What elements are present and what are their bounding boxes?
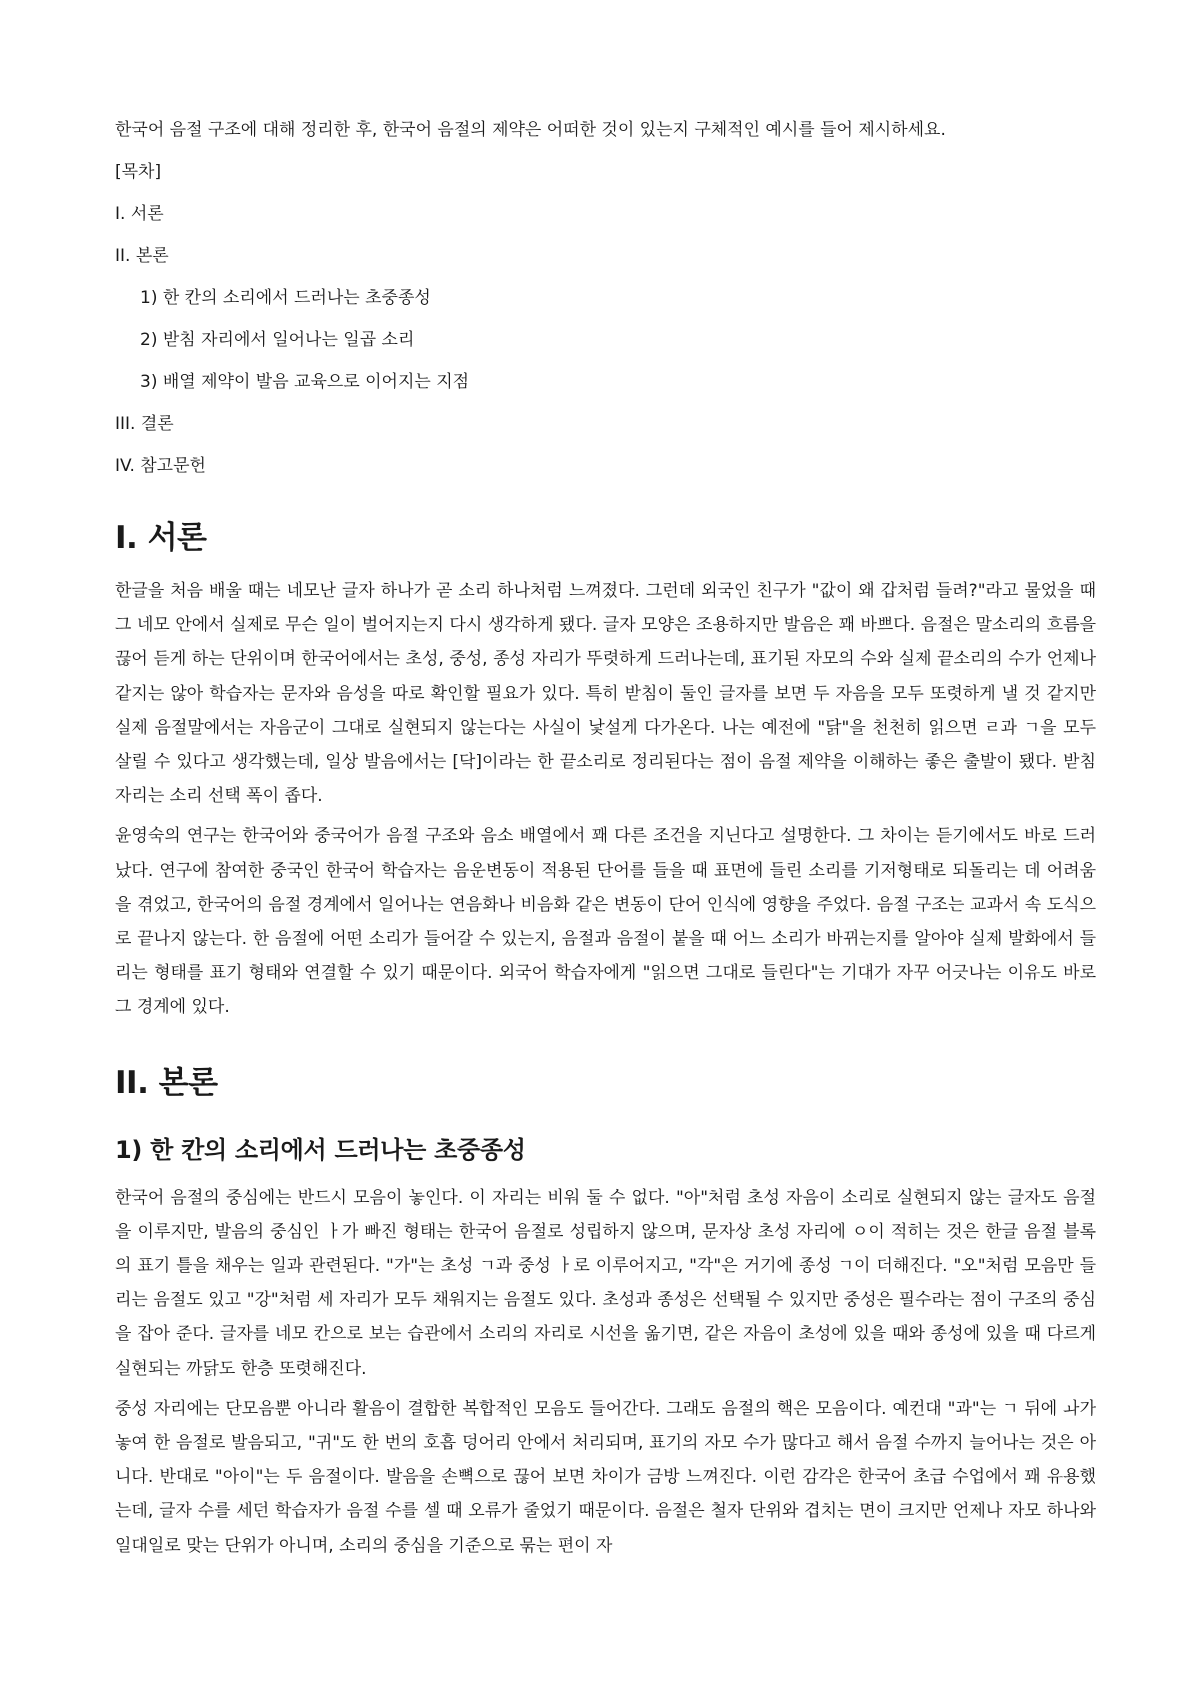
toc-item: II. 본론 — [115, 246, 169, 266]
toc-item: IV. 참고문헌 — [115, 456, 206, 476]
section-heading-introduction: I. 서론 — [115, 520, 207, 556]
body-paragraph: 한국어 음절의 중심에는 반드시 모음이 놓인다. 이 자리는 비워 둘 수 없다. "아"처럼 초성 자음이 소리로 실현되지 않는 글자도 음절을 이루지만, 발음의 중심인 ㅏ가 빠진 형태는 한국어 음절로 성립하지 않으며, 문자상 초성 자리에 ㅇ이 적히는 것은 한글 음절 블록의 표기 틀을 채우는 일과 관련된다. "가"는 초성 ㄱ과 중성 ㅏ로 이루어지고, "각"은 거기에 종성 ㄱ이 더해진다. "오"처럼 모음만 들리는 음절도 있고 "강"처럼 세 자리가 모두 채워지는 음절도 있다. 초성과 종성은 선택될 수 있지만 중성은 필수라는 점이 구조의 중심을 잡아 준다. 글자를 네모 칸으로 보는 습관에서 소리의 자리로 시선을 옮기면, 같은 자음이 초성에 있을 때와 종성에 있을 때 다르게 실현되는 까닭도 한층 또렷해진다. — [115, 1187, 1096, 1379]
body-paragraph: 중성 자리에는 단모음뿐 아니라 활음이 결합한 복합적인 모음도 들어간다. 그래도 음절의 핵은 모음이다. 예컨대 "과"는 ㄱ 뒤에 ㅘ가 놓여 한 음절로 발음되고, "귀"도 한 번의 호흡 덩어리 안에서 처리되며, 표기의 자모 수가 많다고 해서 음절 수까지 늘어나는 것은 아니다. 반대로 "아이"는 두 음절이다. 발음을 손뼉으로 끊어 보면 차이가 금방 느껴진다. 이런 감각은 한국어 초급 수업에서 꽤 유용했는데, 글자 수를 세던 학습자가 음절 수를 셀 때 오류가 줄었기 때문이다. 음절은 철자 단위와 겹치는 면이 크지만 언제나 자모 하나와 일대일로 맞는 단위가 아니며, 소리의 중심을 기준으로 묶는 편이 자 — [115, 1398, 1096, 1556]
toc-item: I. 서론 — [115, 204, 164, 224]
assignment-prompt: 한국어 음절 구조에 대해 정리한 후, 한국어 음절의 제약은 어떠한 것이 있는지 구체적인 예시를 들어 제시하세요. — [115, 120, 946, 140]
toc-subitem: 1) 한 칸의 소리에서 드러나는 초중종성 — [140, 288, 431, 308]
toc-subitem: 3) 배열 제약이 발음 교육으로 이어지는 지점 — [140, 372, 470, 392]
subsection-heading: 1) 한 칸의 소리에서 드러나는 초중종성 — [115, 1135, 526, 1164]
section-heading-main-body: II. 본론 — [115, 1064, 218, 1101]
body-paragraph: 한글을 처음 배울 때는 네모난 글자 하나가 곧 소리 하나처럼 느껴졌다. 그런데 외국인 친구가 "값이 왜 갑처럼 들려?"라고 물었을 때 그 네모 안에서 실제로 무슨 일이 벌어지는지 다시 생각하게 됐다. 글자 모양은 조용하지만 발음은 꽤 바쁘다. 음절은 말소리의 흐름을 끊어 듣게 하는 단위이며 한국어에서는 초성, 중성, 종성 자리가 뚜렷하게 드러나는데, 표기된 자모의 수와 실제 끝소리의 수가 언제나 같지는 않아 학습자는 문자와 음성을 따로 확인할 필요가 있다. 특히 받침이 둘인 글자를 보면 두 자음을 모두 또렷하게 낼 것 같지만 실제 음절말에서는 자음군이 그대로 실현되지 않는다는 사실이 낯설게 다가온다. 나는 예전에 "닭"을 천천히 읽으면 ㄹ과 ㄱ을 모두 살릴 수 있다고 생각했는데, 일상 발음에서는 [닥]이라는 한 끝소리로 정리된다는 점이 음절 제약을 이해하는 좋은 출발이 됐다. 받침 자리는 소리 선택 폭이 좁다. — [115, 581, 1096, 807]
body-paragraph: 윤영숙의 연구는 한국어와 중국어가 음절 구조와 음소 배열에서 꽤 다른 조건을 지닌다고 설명한다. 그 차이는 듣기에서도 바로 드러났다. 연구에 참여한 중국인 한국어 학습자는 음운변동이 적용된 단어를 들을 때 표면에 들린 소리를 기저형태로 되돌리는 데 어려움을 겪었고, 한국어의 음절 경계에서 일어나는 연음화나 비음화 같은 변동이 단어 인식에 영향을 주었다. 음절 구조는 교과서 속 도식으로 끝나지 않는다. 한 음절에 어떤 소리가 들어갈 수 있는지, 음절과 음절이 붙을 때 어느 소리가 바뀌는지를 알아야 실제 발화에서 들리는 형태를 표기 형태와 연결할 수 있기 때문이다. 외국어 학습자에게 "읽으면 그대로 들린다"는 기대가 자꾸 어긋나는 이유도 바로 그 경계에 있다. — [115, 826, 1096, 1018]
toc-heading: [목차] — [115, 162, 162, 182]
toc-item: III. 결론 — [115, 414, 174, 434]
toc-subitem: 2) 받침 자리에서 일어나는 일곱 소리 — [140, 330, 415, 350]
table-of-contents — [115, 158, 1096, 480]
